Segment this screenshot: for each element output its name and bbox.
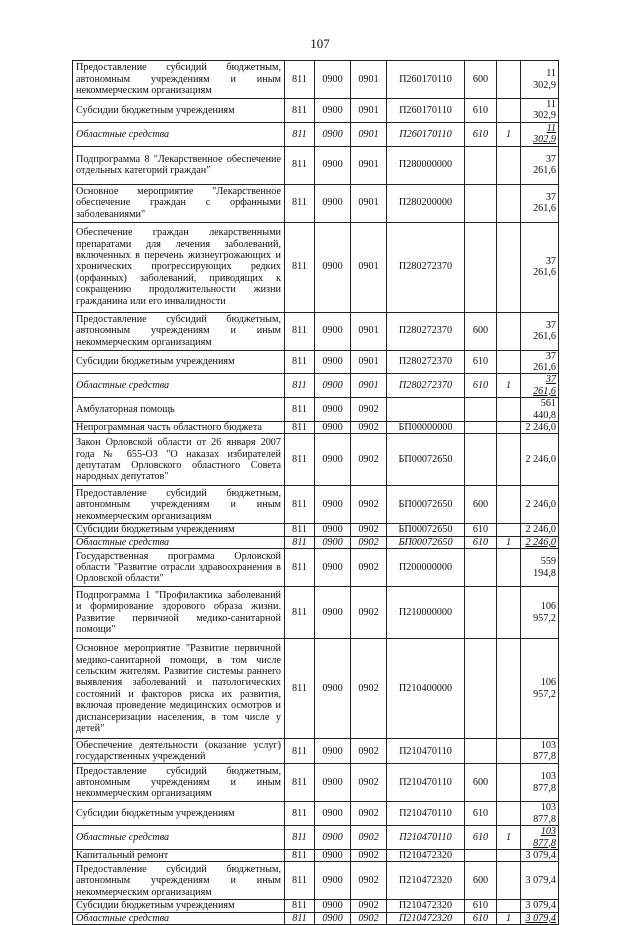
row-ministry-code: 811 — [285, 398, 315, 422]
row-section-code: 0900 — [315, 739, 351, 764]
table-row — [73, 398, 559, 422]
table-row — [73, 524, 559, 536]
row-ministry-code: 811 — [285, 486, 315, 524]
row-name: Субсидии бюджетным учреждениям — [73, 802, 285, 826]
row-amount: 3 079,4 — [521, 900, 559, 912]
row-expense-type: 610 — [465, 536, 497, 548]
row-expense-type: 600 — [465, 862, 497, 900]
row-name: Субсидии бюджетным учреждениям — [73, 99, 285, 123]
row-amount: 2 246,0 — [521, 486, 559, 524]
row-section-code: 0900 — [315, 900, 351, 912]
table-row — [73, 849, 559, 861]
row-target-code: П280000000 — [387, 146, 465, 184]
row-expense-type: 610 — [465, 912, 497, 924]
row-name: Предоставление субсидий бюджетным, автономным учреждениям и иным некоммерческим организациям — [73, 312, 285, 350]
row-ministry-code: 811 — [285, 912, 315, 924]
row-target-code: П210470110 — [387, 802, 465, 826]
row-target-code: БП00072650 — [387, 536, 465, 548]
row-ministry-code: 811 — [285, 374, 315, 398]
row-subsection-code: 0901 — [351, 374, 387, 398]
row-subsection-code: 0902 — [351, 639, 387, 739]
row-expense-type — [465, 849, 497, 861]
row-expense-type — [465, 739, 497, 764]
budget-table — [72, 60, 559, 925]
row-subsection-code: 0902 — [351, 422, 387, 434]
row-subsection-code: 0902 — [351, 486, 387, 524]
row-subsection-code: 0901 — [351, 312, 387, 350]
table-row — [73, 802, 559, 826]
row-section-code: 0900 — [315, 312, 351, 350]
row-ministry-code: 811 — [285, 802, 315, 826]
row-ministry-code: 811 — [285, 639, 315, 739]
row-amount: 37 261,6 — [521, 146, 559, 184]
row-amount: 559 194,8 — [521, 549, 559, 587]
table-row — [73, 122, 559, 146]
row-name: Капитальный ремонт — [73, 849, 285, 861]
page-number: 107 — [310, 36, 330, 51]
row-subsection-code: 0901 — [351, 222, 387, 312]
table-row — [73, 222, 559, 312]
row-funding-source — [497, 222, 521, 312]
row-name: Областные средства — [73, 826, 285, 850]
row-section-code: 0900 — [315, 434, 351, 486]
row-subsection-code: 0902 — [351, 739, 387, 764]
row-section-code: 0900 — [315, 802, 351, 826]
table-row — [73, 549, 559, 587]
row-section-code: 0900 — [315, 422, 351, 434]
row-amount: 3 079,4 — [521, 849, 559, 861]
row-target-code: П210472320 — [387, 900, 465, 912]
row-target-code: П210400000 — [387, 639, 465, 739]
row-expense-type — [465, 398, 497, 422]
row-funding-source: 1 — [497, 826, 521, 850]
row-funding-source: 1 — [497, 374, 521, 398]
row-name: Областные средства — [73, 374, 285, 398]
row-expense-type — [465, 222, 497, 312]
row-amount: 11 302,9 — [521, 61, 559, 99]
row-name: Амбулаторная помощь — [73, 398, 285, 422]
row-ministry-code: 811 — [285, 900, 315, 912]
budget-table-body — [73, 61, 559, 925]
row-funding-source: 1 — [497, 122, 521, 146]
row-amount: 3 079,4 — [521, 912, 559, 924]
row-section-code: 0900 — [315, 524, 351, 536]
table-row — [73, 184, 559, 222]
row-ministry-code: 811 — [285, 739, 315, 764]
row-expense-type: 610 — [465, 524, 497, 536]
table-row — [73, 587, 559, 639]
row-section-code: 0900 — [315, 862, 351, 900]
row-section-code: 0900 — [315, 849, 351, 861]
row-amount: 37 261,6 — [521, 350, 559, 374]
row-subsection-code: 0902 — [351, 536, 387, 548]
row-target-code: П210470110 — [387, 826, 465, 850]
row-funding-source — [497, 184, 521, 222]
row-funding-source: 1 — [497, 912, 521, 924]
row-subsection-code: 0902 — [351, 802, 387, 826]
row-section-code: 0900 — [315, 122, 351, 146]
row-name: Областные средства — [73, 912, 285, 924]
row-amount: 103 877,8 — [521, 802, 559, 826]
row-ministry-code: 811 — [285, 422, 315, 434]
row-amount: 2 246,0 — [521, 524, 559, 536]
row-funding-source — [497, 312, 521, 350]
row-subsection-code: 0901 — [351, 184, 387, 222]
row-subsection-code: 0902 — [351, 849, 387, 861]
row-target-code: БП00072650 — [387, 486, 465, 524]
row-funding-source — [497, 764, 521, 802]
row-funding-source — [497, 422, 521, 434]
row-section-code: 0900 — [315, 639, 351, 739]
row-funding-source — [497, 486, 521, 524]
table-row — [73, 61, 559, 99]
row-ministry-code: 811 — [285, 849, 315, 861]
row-expense-type — [465, 146, 497, 184]
row-expense-type: 600 — [465, 61, 497, 99]
row-funding-source: 1 — [497, 536, 521, 548]
row-expense-type: 610 — [465, 122, 497, 146]
row-expense-type: 610 — [465, 900, 497, 912]
row-section-code: 0900 — [315, 350, 351, 374]
row-section-code: 0900 — [315, 486, 351, 524]
row-target-code: П260170110 — [387, 99, 465, 123]
row-target-code: П280272370 — [387, 350, 465, 374]
row-amount: 103 877,8 — [521, 826, 559, 850]
table-row — [73, 434, 559, 486]
row-ministry-code: 811 — [285, 61, 315, 99]
row-funding-source — [497, 146, 521, 184]
row-section-code: 0900 — [315, 374, 351, 398]
row-subsection-code: 0902 — [351, 912, 387, 924]
row-section-code: 0900 — [315, 146, 351, 184]
row-expense-type — [465, 549, 497, 587]
row-subsection-code: 0902 — [351, 900, 387, 912]
row-section-code: 0900 — [315, 764, 351, 802]
row-name: Основное мероприятие "Развитие первичной медико-санитарной помощи, в том числе сельским жителям. Развитие системы раннего выявления заболеваний и патологических состояний и факторов риска их развития, включая проведение медицинских осмотров и диспансеризации населения, в том числе у детей" — [73, 639, 285, 739]
row-amount: 11 302,9 — [521, 122, 559, 146]
row-name: Областные средства — [73, 536, 285, 548]
row-subsection-code: 0902 — [351, 398, 387, 422]
row-funding-source — [497, 99, 521, 123]
row-amount: 2 246,0 — [521, 422, 559, 434]
row-section-code: 0900 — [315, 99, 351, 123]
table-row — [73, 826, 559, 850]
row-subsection-code: 0902 — [351, 862, 387, 900]
row-amount: 106 957,2 — [521, 587, 559, 639]
table-row — [73, 99, 559, 123]
row-ministry-code: 811 — [285, 146, 315, 184]
row-target-code: БП00072650 — [387, 434, 465, 486]
row-expense-type: 610 — [465, 374, 497, 398]
row-ministry-code: 811 — [285, 312, 315, 350]
row-amount: 103 877,8 — [521, 739, 559, 764]
table-row — [73, 312, 559, 350]
row-target-code: БП00000000 — [387, 422, 465, 434]
row-name: Предоставление субсидий бюджетным, автономным учреждениям и иным некоммерческим организациям — [73, 764, 285, 802]
row-ministry-code: 811 — [285, 122, 315, 146]
row-subsection-code: 0901 — [351, 99, 387, 123]
row-section-code: 0900 — [315, 184, 351, 222]
row-ministry-code: 811 — [285, 434, 315, 486]
row-section-code: 0900 — [315, 536, 351, 548]
table-row — [73, 146, 559, 184]
row-subsection-code: 0902 — [351, 434, 387, 486]
row-expense-type — [465, 639, 497, 739]
row-target-code: П260170110 — [387, 122, 465, 146]
table-row — [73, 739, 559, 764]
table-row — [73, 912, 559, 924]
row-target-code: П280272370 — [387, 312, 465, 350]
row-name: Обеспечение деятельности (оказание услуг) государственных учреждений — [73, 739, 285, 764]
row-target-code: П200000000 — [387, 549, 465, 587]
row-funding-source — [497, 61, 521, 99]
table-row — [73, 422, 559, 434]
row-funding-source — [497, 398, 521, 422]
row-expense-type: 600 — [465, 764, 497, 802]
row-funding-source — [497, 587, 521, 639]
row-funding-source — [497, 350, 521, 374]
table-row — [73, 900, 559, 912]
table-row — [73, 486, 559, 524]
row-funding-source — [497, 849, 521, 861]
table-row — [73, 536, 559, 548]
row-subsection-code: 0901 — [351, 350, 387, 374]
row-name: Обеспечение граждан лекарственными препаратами для лечения заболеваний, включенных в перечень жизнеугрожающих и хронических прогрессирующих редких (орфанных) заболеваний, приводящих к сокращению продолжительности жизни гражданина или его инвалидности — [73, 222, 285, 312]
row-expense-type — [465, 587, 497, 639]
row-amount: 37 261,6 — [521, 222, 559, 312]
row-name: Субсидии бюджетным учреждениям — [73, 350, 285, 374]
row-name: Подпрограмма 8 "Лекарственное обеспечение отдельных категорий граждан" — [73, 146, 285, 184]
row-amount: 561 440,8 — [521, 398, 559, 422]
row-amount: 106 957,2 — [521, 639, 559, 739]
row-name: Субсидии бюджетным учреждениям — [73, 900, 285, 912]
row-target-code: П210470110 — [387, 764, 465, 802]
row-name: Субсидии бюджетным учреждениям — [73, 524, 285, 536]
row-amount: 103 877,8 — [521, 764, 559, 802]
row-amount: 2 246,0 — [521, 434, 559, 486]
row-target-code: П260170110 — [387, 61, 465, 99]
row-funding-source — [497, 862, 521, 900]
row-target-code: БП00072650 — [387, 524, 465, 536]
table-row — [73, 374, 559, 398]
row-ministry-code: 811 — [285, 350, 315, 374]
row-target-code: П210472320 — [387, 849, 465, 861]
row-section-code: 0900 — [315, 398, 351, 422]
row-target-code: П210000000 — [387, 587, 465, 639]
row-ministry-code: 811 — [285, 184, 315, 222]
row-ministry-code: 811 — [285, 826, 315, 850]
row-subsection-code: 0901 — [351, 122, 387, 146]
row-target-code: П280200000 — [387, 184, 465, 222]
row-ministry-code: 811 — [285, 764, 315, 802]
row-funding-source — [497, 639, 521, 739]
row-name: Областные средства — [73, 122, 285, 146]
row-target-code: П210472320 — [387, 862, 465, 900]
row-amount: 37 261,6 — [521, 374, 559, 398]
table-row — [73, 350, 559, 374]
row-section-code: 0900 — [315, 826, 351, 850]
row-section-code: 0900 — [315, 912, 351, 924]
row-funding-source — [497, 802, 521, 826]
row-amount: 37 261,6 — [521, 184, 559, 222]
row-expense-type: 610 — [465, 99, 497, 123]
row-expense-type: 600 — [465, 486, 497, 524]
row-amount: 2 246,0 — [521, 536, 559, 548]
row-ministry-code: 811 — [285, 862, 315, 900]
row-ministry-code: 811 — [285, 587, 315, 639]
row-amount: 3 079,4 — [521, 862, 559, 900]
row-target-code: П210470110 — [387, 739, 465, 764]
row-expense-type: 600 — [465, 312, 497, 350]
row-name: Непрограммная часть областного бюджета — [73, 422, 285, 434]
row-ministry-code: 811 — [285, 99, 315, 123]
row-ministry-code: 811 — [285, 222, 315, 312]
row-name: Подпрограмма 1 "Профилактика заболеваний и формирование здорового образа жизни. Развитие первичной медико-санитарной помощи" — [73, 587, 285, 639]
row-name: Предоставление субсидий бюджетным, автономным учреждениям и иным некоммерческим организациям — [73, 862, 285, 900]
row-name: Предоставление субсидий бюджетным, автономным учреждениям и иным некоммерческим организациям — [73, 486, 285, 524]
row-target-code: П280272370 — [387, 374, 465, 398]
row-expense-type — [465, 434, 497, 486]
row-funding-source — [497, 549, 521, 587]
row-target-code — [387, 398, 465, 422]
row-ministry-code: 811 — [285, 549, 315, 587]
row-name: Закон Орловской области от 26 января 2007 года № 655-ОЗ "О наказах избирателей депутатам Орловского областного Совета народных депутатов" — [73, 434, 285, 486]
row-section-code: 0900 — [315, 587, 351, 639]
row-name: Предоставление субсидий бюджетным, автономным учреждениям и иным некоммерческим организациям — [73, 61, 285, 99]
row-expense-type — [465, 422, 497, 434]
row-ministry-code: 811 — [285, 524, 315, 536]
row-funding-source — [497, 434, 521, 486]
row-funding-source — [497, 739, 521, 764]
table-row — [73, 862, 559, 900]
row-subsection-code: 0902 — [351, 587, 387, 639]
row-name: Государственная программа Орловской области "Развитие отрасли здравоохранения в Орловской области" — [73, 549, 285, 587]
row-expense-type — [465, 184, 497, 222]
row-subsection-code: 0902 — [351, 524, 387, 536]
row-subsection-code: 0902 — [351, 826, 387, 850]
row-subsection-code: 0902 — [351, 549, 387, 587]
row-name: Основное мероприятие "Лекарственное обеспечение граждан с орфанными заболеваниями" — [73, 184, 285, 222]
table-row — [73, 764, 559, 802]
row-funding-source — [497, 900, 521, 912]
row-expense-type: 610 — [465, 350, 497, 374]
row-subsection-code: 0901 — [351, 61, 387, 99]
row-section-code: 0900 — [315, 61, 351, 99]
row-funding-source — [497, 524, 521, 536]
table-row — [73, 639, 559, 739]
row-subsection-code: 0901 — [351, 146, 387, 184]
row-expense-type: 610 — [465, 802, 497, 826]
row-ministry-code: 811 — [285, 536, 315, 548]
row-target-code: П210472320 — [387, 912, 465, 924]
row-section-code: 0900 — [315, 549, 351, 587]
row-amount: 11 302,9 — [521, 99, 559, 123]
row-expense-type: 610 — [465, 826, 497, 850]
row-amount: 37 261,6 — [521, 312, 559, 350]
row-subsection-code: 0902 — [351, 764, 387, 802]
row-section-code: 0900 — [315, 222, 351, 312]
row-target-code: П280272370 — [387, 222, 465, 312]
